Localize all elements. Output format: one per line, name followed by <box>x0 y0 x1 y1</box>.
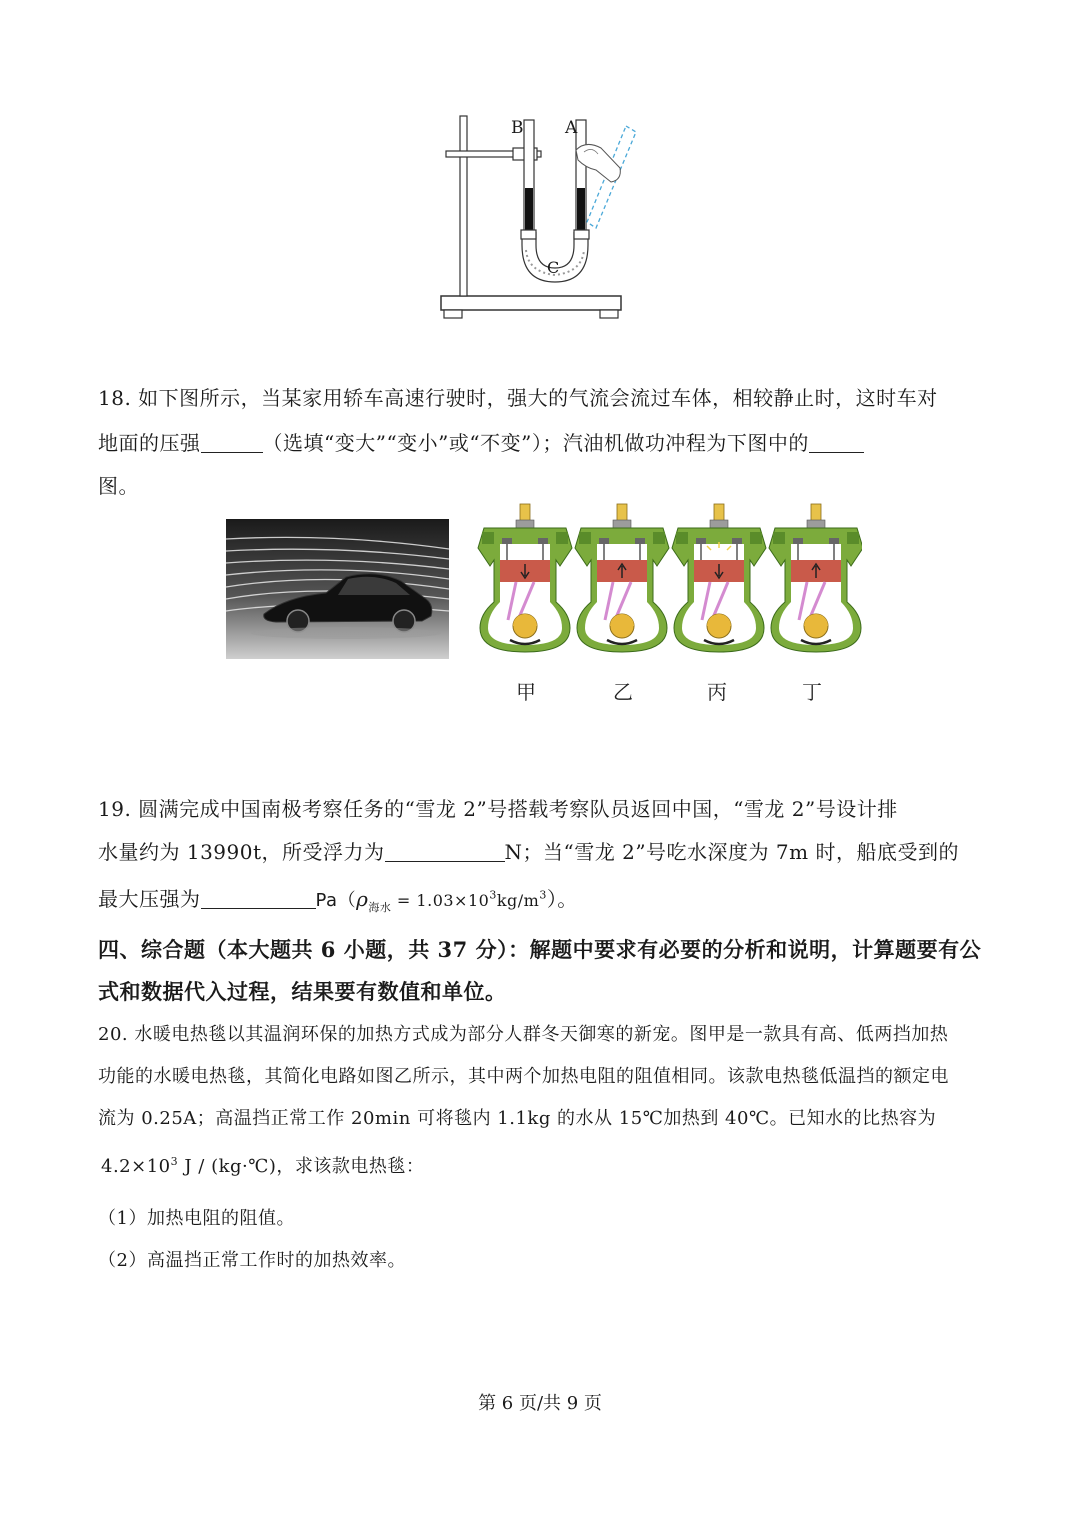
q18-line-2-start: 地面的压强 <box>98 431 201 455</box>
specific-heat-value: 4.2×10 <box>101 1156 171 1177</box>
q19-line-3-start: 最大压强为 <box>98 887 201 911</box>
q20-line-3: 流为 0.25A；高温挡正常工作 20min 可将毯内 1.1kg 的水从 15℃加热到 40℃。已知水的比热容为 <box>98 1108 937 1129</box>
q18-line-3: 图。 <box>98 474 139 498</box>
specific-heat-exponent: 3 <box>170 1155 179 1168</box>
caption-jia: 甲 <box>516 680 536 704</box>
q20-line-1: 20. 水暖电热毯以其温润环保的加热方式成为部分人群冬天御寒的新宠。图甲是一款具有高、低两挡加热 <box>98 1024 949 1045</box>
caption-ding: 丁 <box>802 680 822 704</box>
label-a: A <box>565 118 578 138</box>
q19-line-2-start: 水量约为 13990t，所受浮力为 <box>98 840 385 864</box>
engine-strokes-figure <box>474 502 862 674</box>
q20-subquestion-1: （1）加热电阻的阻值。 <box>98 1208 295 1229</box>
q19-line-2 <box>98 836 959 865</box>
label-b: B <box>511 118 524 138</box>
q18-line-1: 18. 如下图所示，当某家用轿车高速行驶时，强大的气流会流过车体，相较静止时，这时车对 <box>98 386 938 410</box>
caption-yi: 乙 <box>613 680 633 704</box>
answer-blank-buoyancy[interactable] <box>385 841 505 862</box>
section-4-heading-line-1: 四、综合题（本大题共 6 小题，共 37 分）：解题中要求有必要的分析和说明，计算题要有公 <box>98 937 982 962</box>
answer-blank-pressure[interactable] <box>201 432 263 453</box>
q20-line-4 <box>101 1152 424 1178</box>
section-4-heading-line-2: 式和数据代入过程，结果要有数值和单位。 <box>98 979 507 1004</box>
q19-line-1: 19. 圆满完成中国南极考察任务的“雪龙 2”号搭载考察队员返回中国，“雪龙 2”号设计排 <box>98 797 898 821</box>
density-unit-exponent: 3 <box>539 888 547 902</box>
car-wind-tunnel-image <box>226 519 449 659</box>
u-tube-apparatus-figure <box>436 110 636 325</box>
q20-line-2: 功能的水暖电热毯，其简化电路如图乙所示，其中两个加热电阻的阻值相同。该款电热毯低温挡的额定电 <box>98 1066 949 1087</box>
density-exponent: 3 <box>489 888 497 902</box>
page-number: 第 6 页/共 9 页 <box>478 1393 602 1414</box>
q18-line-2-middle: （选填“变大”“变小”或“不变”）；汽油机做功冲程为下图中的 <box>262 431 809 455</box>
answer-blank-stroke[interactable] <box>809 432 864 453</box>
q20-subquestion-2: （2）高温挡正常工作时的加热效率。 <box>98 1250 406 1271</box>
label-c: C <box>547 258 560 277</box>
caption-bing: 丙 <box>707 680 727 704</box>
q19-line-2-end: N；当“雪龙 2”号吃水深度为 7m 时，船底受到的 <box>504 840 959 864</box>
q19-unit-pa: Pa（ <box>315 890 357 911</box>
q19-line-3 <box>98 883 578 915</box>
density-unit: kg/m <box>496 891 540 910</box>
specific-heat-unit: J / (kg·℃)，求该款电热毯： <box>178 1156 425 1177</box>
q19-line-3-end: ）。 <box>546 887 578 911</box>
density-value: = 1.03×10 <box>391 891 490 910</box>
rho-subscript: 海水 <box>368 901 392 914</box>
rho-symbol: ρ <box>356 887 369 911</box>
q18-line-2 <box>98 427 864 456</box>
answer-blank-pressure-pa[interactable] <box>201 888 316 909</box>
